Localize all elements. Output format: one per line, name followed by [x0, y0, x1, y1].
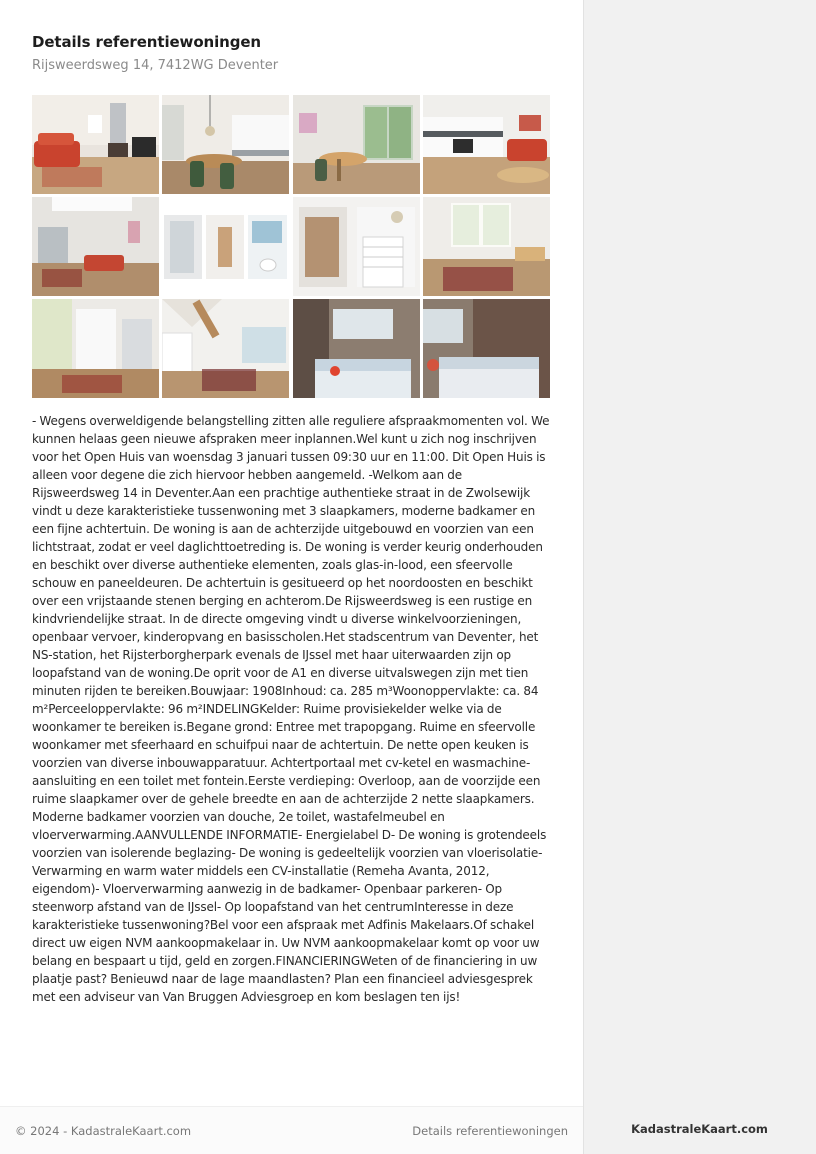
sidebar-panel: [583, 0, 816, 1154]
gallery-photo-4[interactable]: [423, 95, 550, 194]
gallery-photo-10[interactable]: [162, 299, 289, 398]
brand-name[interactable]: KadastraleKaart.com: [631, 1122, 768, 1136]
page-footer: [0, 1106, 583, 1154]
gallery-photo-12[interactable]: [423, 299, 550, 398]
gallery-photo-8[interactable]: [423, 197, 550, 296]
gallery-photo-9[interactable]: [32, 299, 159, 398]
footer-section-name: Details referentiewoningen: [412, 1124, 568, 1138]
gallery-photo-1[interactable]: [32, 95, 159, 194]
gallery-photo-11[interactable]: [293, 299, 420, 398]
gallery-photo-6[interactable]: [162, 197, 289, 296]
gallery-photo-3[interactable]: [293, 95, 420, 194]
property-address: Rijsweerdsweg 14, 7412WG Deventer: [32, 58, 279, 73]
page-title: Details referentiewoningen: [32, 33, 262, 51]
footer-copyright: © 2024 - KadastraleKaart.com: [15, 1124, 192, 1138]
property-description: - Wegens overweldigende belangstelling zitten alle reguliere afspraakmomenten vol. We kunnen helaas geen nieuwe afspraken meer inplannen.Wel kunt u zich nog inschrijven voor het Open Huis van woensdag 3 januari tussen 09:30 uur en 11:00. Dit Open Huis is alleen voor degene die zich hiervoor hebben aangemeld. -Welkom aan de Rijsweerdsweg 14 in Deventer.Aan een prachtige authentieke straat in de Zwolsewijk vindt u deze karakteristieke tussenwoning met 3 slaapkamers, moderne badkamer en een fijne achtertuin. De woning is aan de achterzijde uitgebouwd en voorzien van een lichtstraat, zodat er veel daglichttoetreding is. De woning is verder keurig onderhouden en beschikt over diverse authentieke elementen, zoals glas-in-lood, een sfeervolle schouw en paneeldeuren. De achtertuin is gesitueerd op het noordoosten en beschikt over een vrijstaande stenen berging en achterom.De Rijsweerdsweg is een rustige en kindvriendelijke straat. In de directe omgeving vindt u diverse winkelvoorzieningen, openbaar vervoer, kinderopvang en basisscholen.Het stadscentrum van Deventer, het NS-station, het Rijsterborgherpark evenals de IJssel met haar uiterwaarden zijn op loopafstand van de woning.De oprit voor de A1 en diverse uitvalswegen zijn met tien minuten rijden te bereiken.Bouwjaar: 1908Inhoud: ca. 285 m³Woonoppervlakte: ca. 84 m²Perceeloppervlakte: 96 m²INDELINGKelder: Ruime provisiekelder welke via de woonkamer te bereiken is.Begane grond: Entree met trapopgang. Ruime en sfeervolle woonkamer met sfeerhaard en schuifpui naar de achtertuin. De nette open keuken is voorzien van diverse inbouwapparatuur. Achtertportaal met cv-ketel en wasmachine-aansluiting en een toilet met fontein.Eerste verdieping: Overloop, aan de voorzijde een ruime slaapkamer over de gehele breedte en aan de achterzijde 2 nette slaapkamers. Moderne badkamer voorzien van douche, 2e toilet, wastafelmeubel en vloerverwarming.AANVULLENDE INFORMATIE- Energielabel D- De woning is grotendeels voorzien van isolerende beglazing- De woning is gedeeltelijk voorzien van vloerisolatie- Verwarming en warm water middels een CV-installatie (Remeha Avanta, 2012, eigendom)- Vloerverwarming aanwezig in de badkamer- Openbaar parkeren- Op steenworp afstand van de IJssel- Op loopafstand van het centrumInteresse in deze karakteristieke tussenwoning?Bel voor een afspraak met Adfinis Makelaars.Of schakel direct uw eigen NVM aankoopmakelaar in. Uw NVM aankoopmakelaar komt op voor uw belang en bespaart u tijd, geld en zorgen.FINANCIERINGWeten of de financiering in uw plaatje past? Benieuwd naar de lage maandlasten? Plan een financieel adviesgesprek met een adviseur van Van Bruggen Adviesgroep en kom beslagen ten ijs!: [32, 414, 550, 1004]
gallery-photo-2[interactable]: [162, 95, 289, 194]
gallery-photo-5[interactable]: [32, 197, 159, 296]
photo-gallery: [32, 95, 551, 399]
gallery-photo-7[interactable]: [293, 197, 420, 296]
